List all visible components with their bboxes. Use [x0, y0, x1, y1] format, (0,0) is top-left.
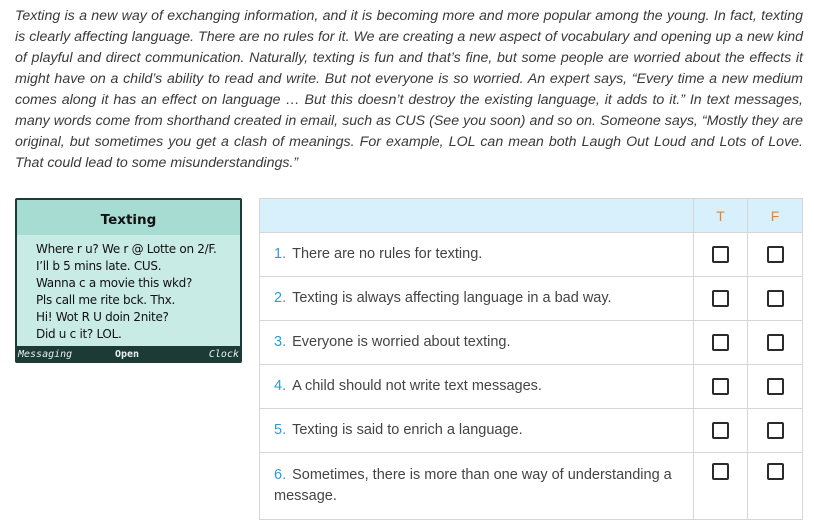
false-checkbox[interactable]: [767, 422, 784, 439]
true-checkbox[interactable]: [712, 378, 729, 395]
statement-number: 4.: [274, 378, 287, 394]
table-row: [260, 277, 803, 321]
statement-cell: [260, 453, 694, 520]
header-false: F: [748, 199, 803, 233]
statement-text: Texting is said to enrich a language.: [292, 422, 523, 438]
statement-text: Sometimes, there is more than one way of understanding a message.: [274, 467, 672, 504]
sms-line: Where r u? We r @ Lotte on 2/F.: [36, 242, 217, 256]
sms-line: Did u c it? LOL.: [36, 327, 122, 341]
statement-cell: [260, 277, 694, 321]
statement-cell: [260, 233, 694, 277]
sms-line: Hi! Wot R U doin 2nite?: [36, 310, 169, 324]
true-checkbox[interactable]: [712, 246, 729, 263]
phone-title: Texting: [17, 200, 240, 235]
header-statement: [260, 199, 694, 233]
table-row: [260, 233, 803, 277]
statement-text: Texting is always affecting language in a bad way.: [292, 290, 612, 306]
header-true: T: [694, 199, 748, 233]
table-header-row: [260, 199, 803, 233]
sms-line: Wanna c a movie this wkd?: [36, 276, 193, 290]
softkey-messaging: Messaging: [18, 349, 73, 360]
sms-line: Pls call me rite bck. Thx.: [36, 293, 175, 307]
softkey-clock: Clock: [208, 349, 239, 360]
true-false-table: [259, 198, 803, 520]
table-row: [260, 321, 803, 365]
statement-text: There are no rules for texting.: [292, 246, 483, 262]
statement-cell: [260, 409, 694, 453]
true-cell: [694, 409, 748, 453]
true-checkbox[interactable]: [712, 290, 729, 307]
softkey-open: Open: [115, 349, 140, 360]
false-cell: [748, 453, 803, 520]
statement-number: 3.: [274, 334, 287, 350]
phone-texting-panel: [15, 198, 242, 363]
reading-passage: Texting is a new way of exchanging information, and it is becoming more and more popular among the young. In fact, texting is clearly affecting language. There are no rules for it. We are creating a new aspect of vocabulary and opening up a new kind of playful and direct communication. Naturally, texting is fun and that’s fine, but some people are worried about the effects it might have on a child’s ability to read and write. But not everyone is so worried. An expert says, “Every time a new medium comes along it has an effect on language … But this doesn’t destroy the existing language, it adds to it.” In text messages, many words come from shorthand created in email, such as CUS (See you soon) and so on. Someone says, “Mostly they are original, but sometimes you get a clash of meanings. For example, LOL can mean both Laugh Out Loud and Lots of Love. That could lead to some misunderstandings.”: [15, 8, 803, 171]
true-cell: [694, 233, 748, 277]
statement-number: 1.: [274, 246, 287, 262]
table-row: [260, 409, 803, 453]
statement-cell: [260, 365, 694, 409]
true-checkbox[interactable]: [712, 422, 729, 439]
false-checkbox[interactable]: [767, 378, 784, 395]
table-row: [260, 365, 803, 409]
true-cell: [694, 277, 748, 321]
true-cell: [694, 365, 748, 409]
false-checkbox[interactable]: [767, 246, 784, 263]
statement-number: 2.: [274, 290, 287, 306]
phone-softkeys: [15, 348, 242, 362]
false-cell: [748, 409, 803, 453]
true-checkbox[interactable]: [712, 463, 729, 480]
false-cell: [748, 233, 803, 277]
false-checkbox[interactable]: [767, 290, 784, 307]
false-cell: [748, 277, 803, 321]
true-cell: [694, 453, 748, 520]
table-row: [260, 453, 803, 520]
statement-number: 6.: [274, 467, 287, 483]
false-checkbox[interactable]: [767, 463, 784, 480]
false-checkbox[interactable]: [767, 334, 784, 351]
sms-line: I’ll b 5 mins late. CUS.: [36, 259, 162, 273]
statement-cell: [260, 321, 694, 365]
true-checkbox[interactable]: [712, 334, 729, 351]
statement-text: A child should not write text messages.: [292, 378, 542, 394]
false-cell: [748, 365, 803, 409]
statement-number: 5.: [274, 422, 287, 438]
phone-screen: [17, 235, 240, 346]
statement-text: Everyone is worried about texting.: [292, 334, 511, 350]
false-cell: [748, 321, 803, 365]
true-cell: [694, 321, 748, 365]
